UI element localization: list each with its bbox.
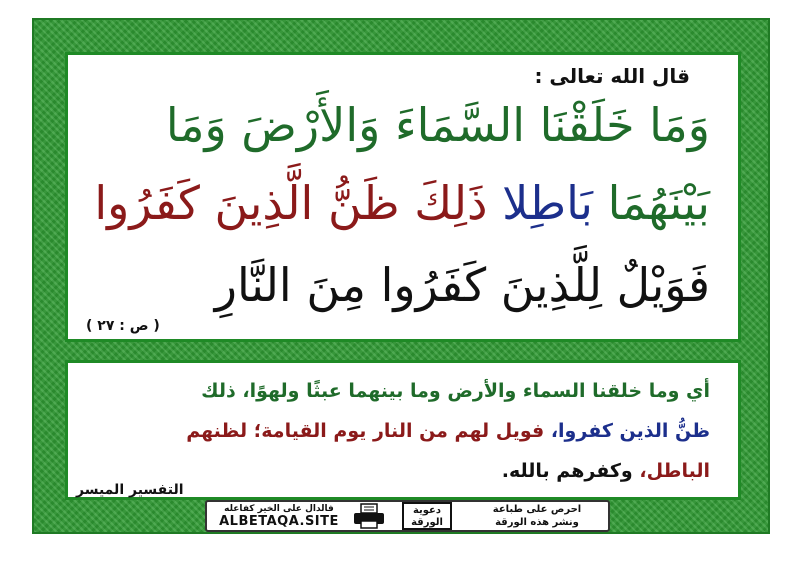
verse-line-3: فَوَيْلٌ لِلَّذِينَ كَفَرُوا مِنَ النَّارِ xyxy=(214,258,710,312)
footer-site-link[interactable]: ALBETAQA.SITE xyxy=(219,514,339,529)
tafsir-line-2 xyxy=(70,420,710,443)
logo-line-2: الورقة xyxy=(411,517,443,528)
tafsir-source: التفسير الميسر xyxy=(76,482,184,498)
tafsir-line-3 xyxy=(70,460,710,483)
dawiya-logo xyxy=(402,502,452,530)
verse-line-2-red: ذَلِكَ ظَنُّ الَّذِينَ كَفَرُوا xyxy=(94,176,488,230)
footer-note-line-1: احرص على طباعة xyxy=(492,504,582,515)
verse-line-2-blue: بَاطِلا xyxy=(502,176,593,230)
tafsir-line-2-red: فويل لهم من النار يوم القيامة؛ لظنهم xyxy=(186,420,545,442)
verse-line-2 xyxy=(70,176,710,230)
tafsir-line-3-dark: وكفرهم بالله. xyxy=(501,460,633,482)
footer-note-line-2: ونشر هذه الورقة xyxy=(495,517,579,528)
verse-line-2-green: بَيْنَهُمَا xyxy=(607,176,710,230)
logo-line-1: دعوية xyxy=(412,505,442,516)
footer-site-block xyxy=(210,503,348,529)
tafsir-line-3-red: الباطل، xyxy=(639,460,710,482)
printer-icon xyxy=(352,503,386,529)
verse-line-1: وَمَا خَلَقْنَا السَّمَاءَ وَالأَرْضَ وَمَا xyxy=(165,98,710,152)
tafsir-line-2-blue: ظنُّ الذين كفروا، xyxy=(550,420,710,442)
tafsir-line-1: أي وما خلقنا السماء والأرض وما بينهما عبثًا ولهوًا، ذلك xyxy=(201,380,710,402)
footer-print-note xyxy=(470,503,604,529)
verse-intro: قال الله تعالى : xyxy=(534,64,690,88)
verse-reference: ( ص : ٢٧ ) xyxy=(86,318,160,334)
footer-site-tagline: فالدال على الخير كفاعله xyxy=(224,504,334,514)
